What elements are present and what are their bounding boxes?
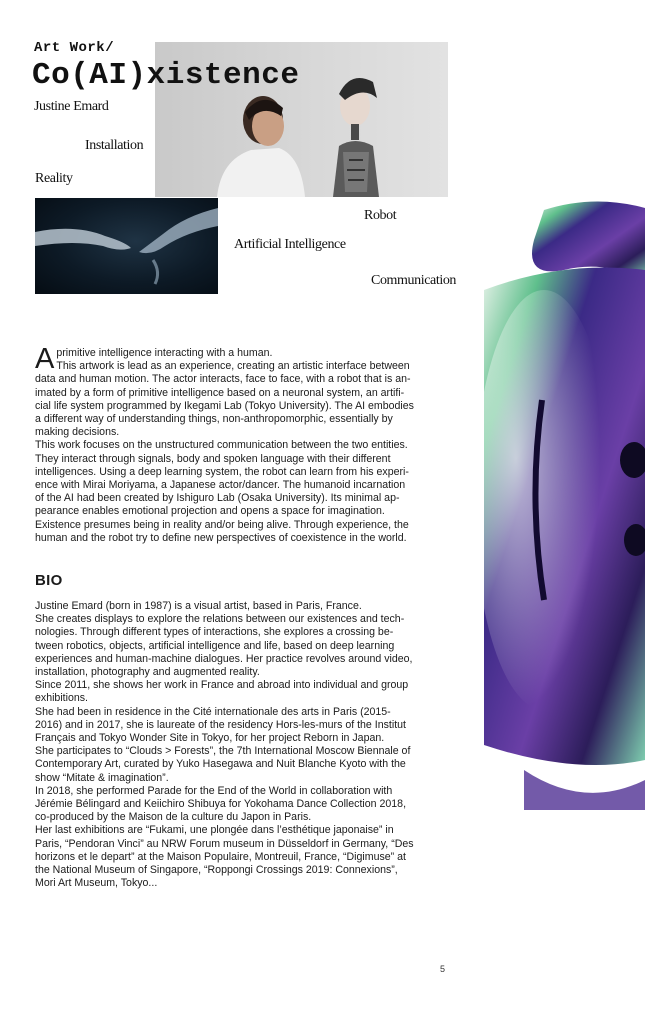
intro-line: This artwork is lead as an experience, creating an artistic interface between — [56, 360, 410, 373]
intro-line: This work focuses on the unstructured communication between the two entities. — [35, 439, 408, 452]
bio-line: show “Mitate & imagination”. — [35, 771, 169, 784]
tag-artificial-intelligence: Artificial Intelligence — [234, 237, 346, 252]
bio-line: exhibitions. — [35, 692, 88, 705]
intro-line: making decisions. — [35, 426, 120, 439]
bio-line: Justine Emard (born in 1987) is a visual artist, based in Paris, France. — [35, 600, 362, 612]
bio-line: Her last exhibitions are “Fukami, une plongée dans l’esthétique japonaise” in — [35, 824, 394, 837]
bio-line: She participates to “Clouds > Forests”, the 7th International Moscow Biennale of — [35, 745, 411, 758]
bio-line: Paris, “Pendoran Vinci” au NRW Forum museum in Düsseldorf in Germany, “Des — [35, 837, 414, 850]
intro-line: of the AI had been created by Ishiguro Lab (Osaka University). Its minimal ap- — [35, 492, 400, 505]
intro-line: intelligences. Using a deep learning system, the robot can learn from his experi- — [35, 465, 409, 478]
bio-line: Contemporary Art, curated by Yuko Hasegawa and Nuit Blanche Kyoto with the — [35, 758, 406, 771]
bio-line: tween robotics, objects, artificial intelligence and life, based on deep learning — [35, 639, 395, 652]
page-number: 5 — [440, 964, 446, 974]
intro-line: Existence presumes being in reality and/or being alive. Through experience, the — [35, 518, 409, 531]
intro-line: pearance enables emotional projection and opens a space for imagination. — [35, 505, 385, 518]
iridescent-blob-image — [484, 200, 645, 810]
dropcap: A — [35, 343, 55, 375]
intro-line: cial life system programmed by Ikegami Lab (Tokyo University). The AI embodies — [35, 399, 414, 412]
tag-installation: Installation — [85, 138, 144, 153]
bio-line: In 2018, she performed Parade for the End of the World in collaboration with — [35, 784, 393, 797]
bio-line: Jérémie Bélingard and Keiichiro Shibuya for Yokohama Dance Collection 2018, — [35, 798, 407, 811]
intro-line: human and the robot try to define new perspectives of coexistence in the world. — [35, 531, 407, 544]
bio-line: co-produced by the Maison de la culture du Japon in Paris. — [35, 811, 312, 824]
intro-line: They interact through signals, body and spoken language with their different — [35, 452, 391, 465]
bio-line: Since 2011, she shows her work in France and abroad into individual and group — [35, 679, 409, 692]
intro-line: data and human motion. The actor interacts, face to face, with a robot that is an- — [35, 373, 411, 386]
bio-text — [35, 600, 447, 890]
intro-line: imated by a form of primitive intelligence based on a neuronal system, an artifi- — [35, 386, 405, 399]
tag-reality: Reality — [35, 171, 73, 186]
tag-communication: Communication — [371, 273, 457, 288]
artist-name: Justine Emard — [34, 99, 109, 114]
bio-heading: BIO — [35, 572, 63, 589]
photo-hands — [35, 198, 218, 294]
bio-line: Français and Tokyo Wonder Site in Tokyo, for her project Reborn in Japan. — [35, 732, 385, 745]
artwork-title: Co(AI)xistence — [32, 58, 300, 93]
bio-line: horizons et le depart” at the Maison Populaire, Montreuil, France, “Digimuse” at — [35, 850, 406, 863]
intro-line: ence with Mirai Moriyama, a Japanese actor/dancer. The humanoid incarnation — [35, 479, 406, 492]
bio-line: experiences and human-machine dialogues. Her practice revolves around video, — [35, 652, 413, 665]
tag-robot: Robot — [364, 208, 397, 223]
bio-line: She creates displays to explore the relations between our existences and tech- — [35, 613, 405, 626]
bio-line: the National Museum of Singapore, “Roppongi Crossings 2019: Connexions”, — [35, 864, 398, 877]
artwork-description — [35, 343, 447, 545]
bio-line: 2016) and in 2017, she is laureate of the residency Hors-les-murs of the Institut — [35, 718, 406, 731]
intro-first-line: primitive intelligence interacting with a human. — [56, 347, 273, 359]
intro-line: a different way of understanding things, non-anthropomorphic, essentially by — [35, 413, 393, 426]
bio-line: installation, photography and augmented reality. — [35, 666, 260, 679]
artwork-kicker: Art Work/ — [34, 40, 115, 56]
bio-line: Mori Art Museum, Tokyo... — [35, 877, 158, 890]
bio-line: She had been in residence in the Cité internationale des arts in Paris (2015- — [35, 705, 391, 718]
bio-line: nologies. Through different types of interactions, she explores a crossing be- — [35, 626, 394, 639]
